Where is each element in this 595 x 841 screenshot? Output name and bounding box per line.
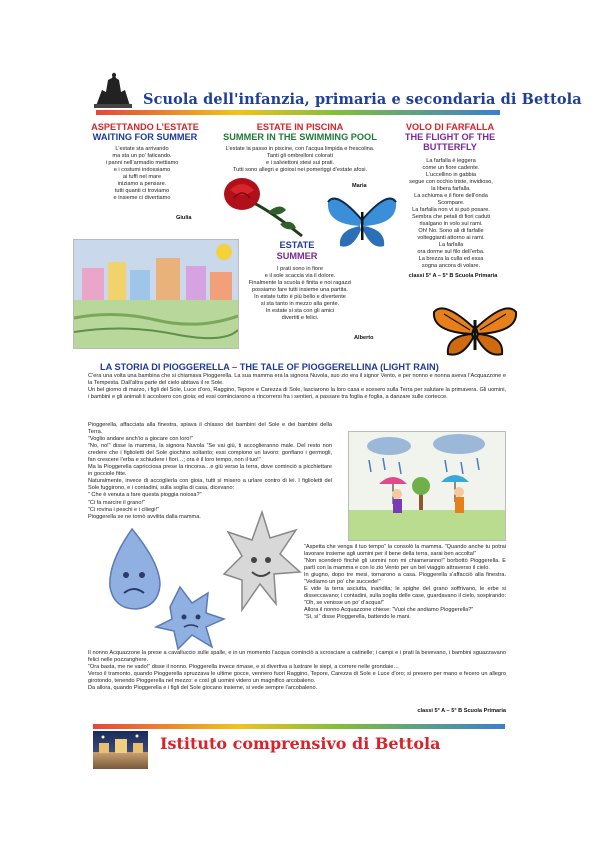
- poem1-title-it: ASPETTANDO L’ESTATE: [91, 122, 199, 132]
- footer-title: Istituto comprensivo di Bettola: [160, 734, 441, 753]
- poem1-title-en: WAITING FOR SUMMER: [92, 132, 198, 142]
- poem2-text: [206, 146, 394, 174]
- poem2-author: Maria: [352, 183, 367, 189]
- poem-line: risalgano in volo sui rami.: [419, 221, 483, 227]
- story-title-en: THE TALE OF PIOGGERELLINA (LIGHT RAIN): [239, 362, 439, 372]
- story-paragraph: E vide la terra asciutta, inaridita; le spighe del grano soffrivano, le erbe si disseccavano; i contadini, sulla soglia delle case, guardavano il cielo, sospirando: “Oh, se venisse un po’ d’acqua!”: [304, 586, 506, 607]
- story-title: [100, 362, 439, 372]
- poem1-author: Giulia: [176, 215, 192, 221]
- poem3-title-en2: BUTTERFLY: [423, 142, 477, 152]
- story-paragraph: Il nonno Acquazzone la prese a cavalluccio sulle spalle, e in un momento l’acqua cominciò a scrosciare a catinelle; i campi e i prati la bevevano, i bambini sguazzavano felici nelle pozzanghere.: [88, 650, 506, 664]
- story-paragraph: Verso il tramonto, quando Pioggerella spruzzava le ultime gocce, vennero fuori Raggino, Tepore, Carezza di Sole e Luce d’oro; si presero per mano e fecero un allegro girotondo, tenendo Pioggerella nel mezzo: e così gli uomini videro un magnifico arcobaleno.: [88, 671, 506, 685]
- poem-line: e i salviettoni stesi sui prati.: [265, 160, 335, 166]
- poem-line: Tutti sono allegri e gioiosi nei pomeriggi d’estate afosi.: [232, 167, 368, 173]
- story-paragraph: “Aspetta che venga il tuo tempo” la consolò la mamma. “Quando anche tu potrai lavorare insieme agli uomini per il bene della terra, sarai ben accolta!”: [304, 544, 506, 558]
- poem-line: come un fiore cadente.: [422, 165, 480, 171]
- story-paragraph: Da allora, quando Pioggerella e i figli del Sole giocano insieme, si vede sempre l’arcobaleno.: [88, 685, 318, 692]
- poem-line: iniziamo a pensare.: [117, 181, 167, 187]
- rose-illustration: [222, 172, 310, 244]
- poem-line: ora dorme sul filo dell’erba.: [417, 249, 485, 255]
- story-paragraph: “Ora basta, me ne vado!” disse il nonno. Pioggerella invece rimase, e si divertiva a lustrare le siepi, a correre nelle grondaie…: [88, 664, 399, 671]
- story-paragraph: Pioggerella se ne tornò avvilita dalla mamma.: [88, 513, 201, 520]
- poem-line: la libera farfalla.: [431, 186, 471, 192]
- poem3-text: [396, 158, 506, 270]
- poem-line: Oh! No. Sono ali di farfalle: [418, 228, 484, 234]
- poem-line: La brezza la culla ed essa: [418, 256, 484, 262]
- poem-line: possiamo fare tutti insieme una partita.: [251, 287, 349, 293]
- poem-line: ai tuffi nel mare: [122, 174, 162, 180]
- poem-line: I prati sono in fiore: [276, 266, 324, 272]
- story-paragraph: “Voglio andare anch’io a giocare con loro!”: [88, 436, 193, 443]
- story-paragraph: “Non scenderò finché gli uomini non mi chiameranno!” borbottò Pioggerella. E partì con la mamma e con lo zio Vento per un bel viaggio attraverso il cielo.: [304, 558, 506, 572]
- poem-line: In estate tutto è più bello e divertente: [254, 294, 346, 300]
- poem-line: volteggianti attorno ai rami.: [417, 235, 485, 241]
- poem4-text: [232, 266, 368, 322]
- poem-line: e insieme ci divertiamo: [113, 195, 171, 201]
- story-paragraph: “Ci fa marcire il grano!”: [88, 499, 145, 506]
- story-paragraph: In giugno, dopo tre mesi, tornarono a casa. Pioggerella s’affacciò alla finestra. “Vediamo un po’ che succede!”: [304, 572, 506, 586]
- poem-line: e il sole scaccia via il dolore.: [264, 273, 336, 279]
- story-paragraph: “ Che è venuta a fare questa pioggia noiosa?”: [88, 492, 202, 499]
- clay-star-sculpture: [222, 508, 302, 620]
- poem-line: La farfalla è leggera: [426, 158, 476, 164]
- poem-line: La farfalla: [438, 242, 464, 248]
- story-paragraph: Allora il nonno Acquazzone chiese: “Vuoi che andiamo Pioggerella?”: [304, 607, 474, 614]
- poem-line: tutti quanti ci troviamo: [114, 188, 170, 194]
- poem-line: i panni nell’armadio mettiamo: [105, 160, 179, 166]
- header-rainbow-bar: [96, 110, 500, 115]
- footer-rainbow-bar: [93, 724, 505, 729]
- poem-line: L’estate sta arrivando: [115, 146, 169, 152]
- story-title-it: LA STORIA DI PIOGGERELLA: [100, 362, 230, 372]
- poem-line: La schiuma e il fiore dell’onda: [414, 193, 488, 199]
- poem-line: La farfalla non vi si può posare.: [412, 207, 490, 213]
- poem4-title-en: SUMMER: [276, 251, 318, 261]
- poem-line: si sta tanto in mezzo alla gente.: [260, 301, 340, 307]
- header-title: Scuola dell'infanzia, primaria e secondaria di Bettola: [143, 91, 582, 108]
- story-intro: [88, 373, 506, 401]
- poem-line: divertiti e felici.: [281, 315, 319, 321]
- story-paragraph: Naturalmente, invece di accoglierla con gioia, tutti si misero a urlare contro di lei. I figlioletti del Sole fuggirono, e i contadini, sulla soglia di casa, dicevano:: [88, 478, 332, 492]
- story-signature: classi 5° A – 5° B Scuola Primaria: [417, 708, 506, 714]
- story-paragraph: Pioggerella, affacciata alla finestra, spiava il chiasso dei bambini del Sole e dei bambini della Terra.: [88, 422, 332, 436]
- story-right-column: [304, 544, 506, 622]
- footer-town-photo: [93, 731, 148, 769]
- monarch-butterfly-illustration: [430, 302, 520, 360]
- story-paragraph: C’era una volta una bambina che si chiamava Pioggerella. La sua mamma era la signora Nuvola, suo zio era il signor Vento, e per nonno e nonna aveva l’Acquazzone e la Tempesta. Dall’altra parte del cielo abitava il re Sole.: [88, 373, 506, 387]
- story-left-column: [88, 422, 332, 521]
- story-title-separator: –: [229, 362, 240, 372]
- poem-line: Scompare.: [437, 200, 465, 206]
- poem-line: Tanti gli ombrelloni colorati: [267, 153, 333, 159]
- poem3-title-en1: THE FLIGHT OF THE: [404, 132, 496, 142]
- poem4-author: Alberto: [354, 335, 374, 341]
- poem-line: Finalmente la scuola è finita e noi ragazzi: [248, 280, 352, 286]
- poem3-author: classi 5° A – 5° B Scuola Primaria: [408, 273, 498, 279]
- poem-line: L’uccellino in gabbia: [425, 172, 477, 178]
- poem2-title-en: SUMMER IN THE SWIMMING POOL: [223, 132, 377, 142]
- story-paragraph: “No, no!” disse la mamma, la signora Nuvola “Se vai giù, ti accoglieranno male. Del resto non credere che i figlioletti del Sole giochino soltanto; essi compiono un lavoro: gonfiano i germogli, fan crescere l’erba e schiudere i fiori…; ora è il loro tempo, non il tuo!”: [88, 443, 332, 464]
- poem-line: sogna ancora di volare.: [421, 263, 481, 269]
- poem-line: L’estate la passo in piscine, con l’acqua limpida e frescolina.: [225, 146, 375, 152]
- children-drawing-rain: [348, 431, 506, 541]
- story-paragraph: “Sì, sì” disse Pioggerella, battendo le mani.: [304, 614, 411, 621]
- poem-line: In estate si sta con gli amici: [265, 308, 335, 314]
- poem3-title-it: VOLO DI FARFALLA: [405, 122, 495, 132]
- poem-line: e i costumi indossiamo: [113, 167, 171, 173]
- story-paragraph: Un bel giorno di marzo, i figli del Sole, Luce d’oro, Raggino, Tepore e Carezza di Sole, lasciarono la loro casa e scesero sulla Terra per salutare la primavera. Gli uomini, i bambini e gli animali li accolsero con gioia; ed essi cominciarono a rincorrersi fra i sentieri, a passare tra foglia e foglia, a danzare sulle cortecce.: [88, 387, 506, 401]
- poem1-text: [82, 146, 202, 202]
- poem-line: segue con occhio triste, invidioso,: [409, 179, 493, 185]
- story-paragraph: Ma la Pioggerella capricciosa prese la rincorsa…e giù verso la terra, dove cominciò a picchiettare in gocciole fitte.: [88, 464, 332, 478]
- poem2-title-it: ESTATE IN PISCINA: [256, 122, 344, 132]
- children-drawing-town: [73, 239, 239, 349]
- story-paragraph: “Ci rovina i peschi e i ciliegi!”: [88, 506, 159, 513]
- story-ending: [88, 650, 506, 692]
- poem-line: ma sta un po’ faticando.: [112, 153, 172, 159]
- poem-line: Sembra che petali di fiori caduti: [411, 214, 491, 220]
- poem4-title-it: ESTATE: [279, 240, 315, 250]
- school-logo: [92, 68, 134, 110]
